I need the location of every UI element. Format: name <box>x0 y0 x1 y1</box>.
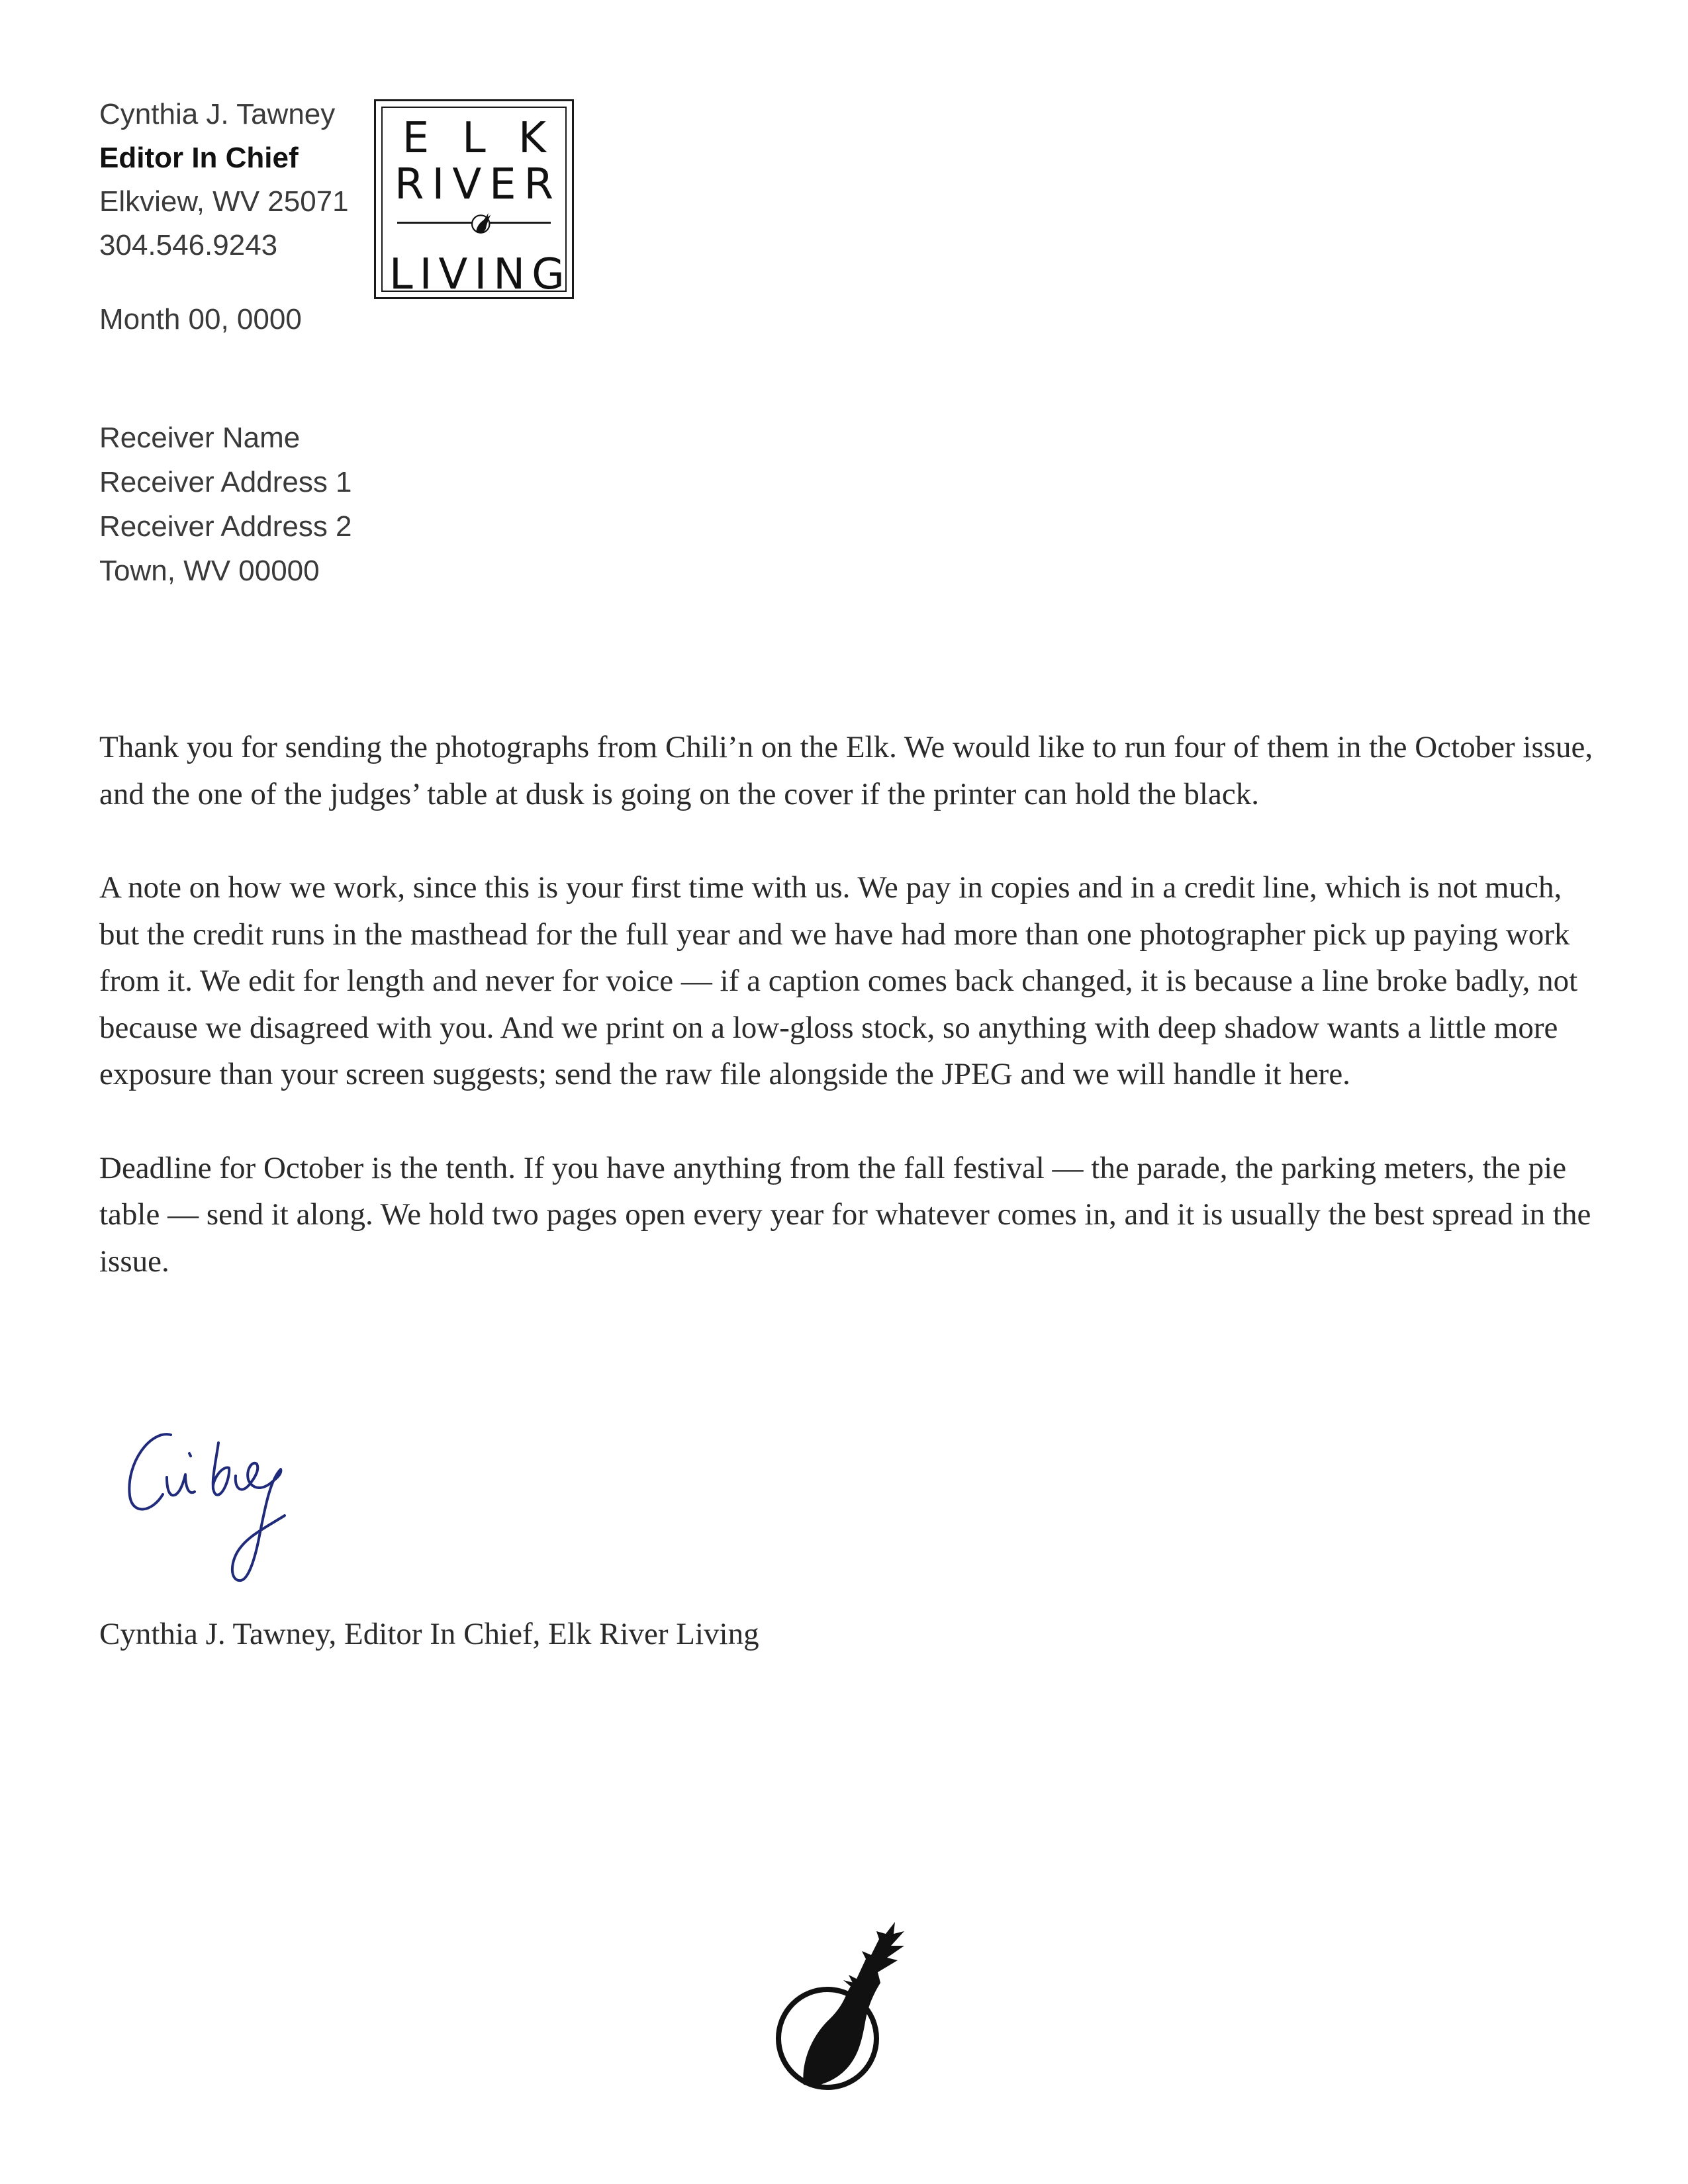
elk-emblem-icon <box>774 1919 920 2091</box>
sender-phone: 304.546.9243 <box>99 229 278 261</box>
recipient-block <box>99 416 352 593</box>
logo-line-living: LIVING <box>389 250 571 299</box>
logo-letter: L <box>462 114 486 163</box>
body-paragraph: A note on how we work, since this is your first time with us. We pay in copies and in a credit line, which is not much, but the credit runs in the masthead for the full year and we have had more than one photographer pick up paying work from it. We edit for length and never for voice — if a caption comes back changed, it is because a line broke badly, not because we disagreed with you. And we print on a low-gloss stock, so anything with deep shadow wants a little more exposure than your screen suggests; send the raw file alongside the JPEG and we will handle it here. <box>99 870 1578 1091</box>
logo-inner-frame <box>381 107 571 299</box>
recipient-name: Receiver Name <box>99 422 301 454</box>
sender-name: Cynthia J. Tawney <box>99 98 336 130</box>
logo-letter: K <box>518 114 546 163</box>
sender-city: Elkview, WV 25071 <box>99 185 349 218</box>
sender-block <box>99 93 349 267</box>
elk-river-living-logo <box>374 99 574 299</box>
elk-emblem-icon <box>467 207 496 236</box>
logo-line-river: RIVER <box>394 160 562 209</box>
letter-body <box>99 724 1595 1332</box>
logo-line-elk <box>383 114 565 163</box>
body-paragraph: Deadline for October is the tenth. If you have anything from the fall festival — the parade, the parking meters, the pie table — send it along. We hold two pages open every year for whatever comes in, and it is usually the best spread in the issue. <box>99 1150 1591 1279</box>
recipient-address-2: Receiver Address 2 <box>99 510 352 543</box>
recipient-town: Town, WV 00000 <box>99 555 320 587</box>
recipient-address-1: Receiver Address 1 <box>99 466 352 498</box>
body-paragraph: Thank you for sending the photographs from Chili’n on the Elk. We would like to run four of them in the October issue, and the one of the judges’ table at dusk is going on the cover if the printer can hold the black. <box>99 730 1593 811</box>
logo-letter: E <box>402 114 430 163</box>
handwritten-signature <box>119 1416 338 1608</box>
sender-title: Editor In Chief <box>99 142 299 174</box>
letter-date: Month 00, 0000 <box>99 303 302 336</box>
closing-signature-line: Cynthia J. Tawney, Editor In Chief, Elk River Living <box>99 1617 759 1651</box>
